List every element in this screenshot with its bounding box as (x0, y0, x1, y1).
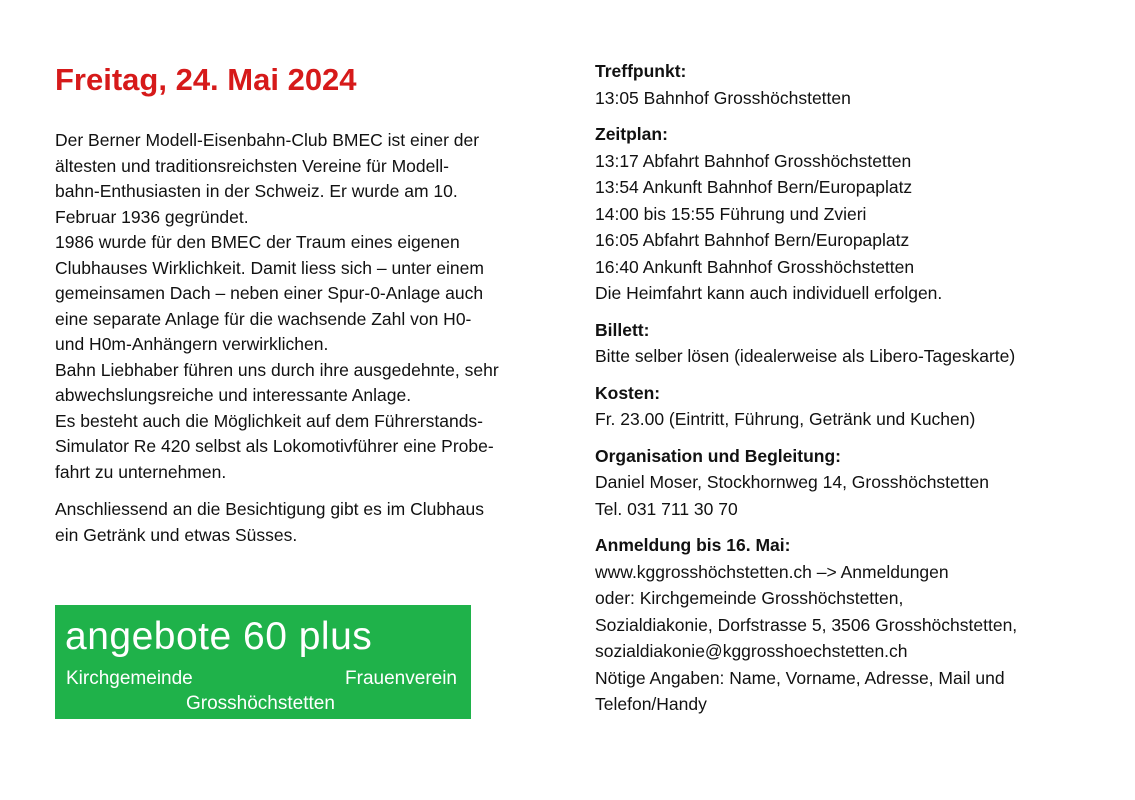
section-heading: Kosten: (595, 382, 661, 403)
section-line: Sozialdiakonie, Dorfstrasse 5, 3506 Grosshöchstetten, (595, 614, 1018, 635)
section-line: 13:05 Bahnhof Grosshöchstetten (595, 87, 851, 108)
section-line: Fr. 23.00 (Eintritt, Führung, Getränk und Kuchen) (595, 409, 976, 429)
logo-org-frauenverein: Frauenverein (345, 668, 457, 689)
contact-address: Daniel Moser, Stockhornweg 14, Grosshöchstetten (595, 472, 989, 492)
schedule-line: 13:54 Ankunft Bahnhof Bern/Europaplatz (595, 177, 913, 197)
logo-org-kirchgemeinde: Kirchgemeinde (66, 668, 193, 689)
contact-phone: Tel. 031 711 30 70 (595, 498, 738, 519)
section-treffpunkt (595, 58, 1115, 111)
section-line: Telefon/Handy (595, 694, 707, 714)
registration-email: sozialdiakonie@kggrosshoechstetten.ch (595, 641, 908, 661)
right-column (595, 58, 1115, 728)
section-kosten (595, 380, 1115, 433)
section-line: Nötige Angaben: Name, Vorname, Adresse, Mail und (595, 667, 1005, 688)
left-column (55, 60, 555, 548)
section-heading: Anmeldung bis 16. Mai: (595, 535, 791, 555)
section-heading: Zeitplan: (595, 124, 668, 144)
section-heading: Billett: (595, 319, 650, 340)
section-line: Bitte selber lösen (idealerweise als Libero-Tageskarte) (595, 346, 1016, 366)
section-billett (595, 317, 1115, 370)
schedule-line: 14:00 bis 15:55 Führung und Zvieri (595, 203, 867, 224)
schedule-line: 16:40 Ankunft Bahnhof Grosshöchstetten (595, 256, 915, 277)
section-anmeldung (595, 532, 1115, 718)
logo-title: angebote 60 plus (65, 615, 373, 658)
closing-paragraph: Anschliessend an die Besichtigung gibt es im Clubhaus ein Getränk und etwas Süsses. (55, 499, 485, 545)
schedule-line: 13:17 Abfahrt Bahnhof Grosshöchstetten (595, 150, 912, 171)
schedule-line: 16:05 Abfahrt Bahnhof Bern/Europaplatz (595, 230, 910, 250)
section-line: oder: Kirchgemeinde Grosshöchstetten, (595, 588, 904, 608)
logo-place: Grosshöchstetten (186, 693, 335, 714)
intro-paragraph: Der Berner Modell-Eisenbahn-Club BMEC ist einer der ältesten und traditionsreichsten Vereine für Modell- bahn-Enthusiasten in der Schweiz. Er wurde am 10. Februar 1936 gegründet. 1986 wurde für den BMEC der Traum eines eigenen Clubhauses Wirklichkeit. Damit liess sich – unter einem gemeinsamen Dach – neben einer Spur-0-Anlage auch eine separate Anlage für die wachsende Zahl von H0- und H0m-Anhängern verwirklichen. Bahn Liebhaber führen uns durch ihre ausgedehnte, sehr abwechslungsreiche und interessante Anlage. Es besteht auch die Möglichkeit auf dem Führerstands- Simulator Re 420 selbst als Lokomotivführer eine Probe- fahrt zu unternehmen. (55, 130, 499, 482)
schedule-note: Die Heimfahrt kann auch individuell erfolgen. (595, 283, 943, 303)
registration-website: www.kggrosshöchstetten.ch –> Anmeldungen (595, 561, 949, 582)
angebote-60-plus-logo (55, 605, 471, 719)
section-heading: Organisation und Begleitung: (595, 445, 841, 466)
section-organisation (595, 443, 1115, 523)
section-zeitplan (595, 121, 1115, 307)
page-title: Freitag, 24. Mai 2024 (55, 62, 357, 97)
section-heading: Treffpunkt: (595, 61, 687, 81)
